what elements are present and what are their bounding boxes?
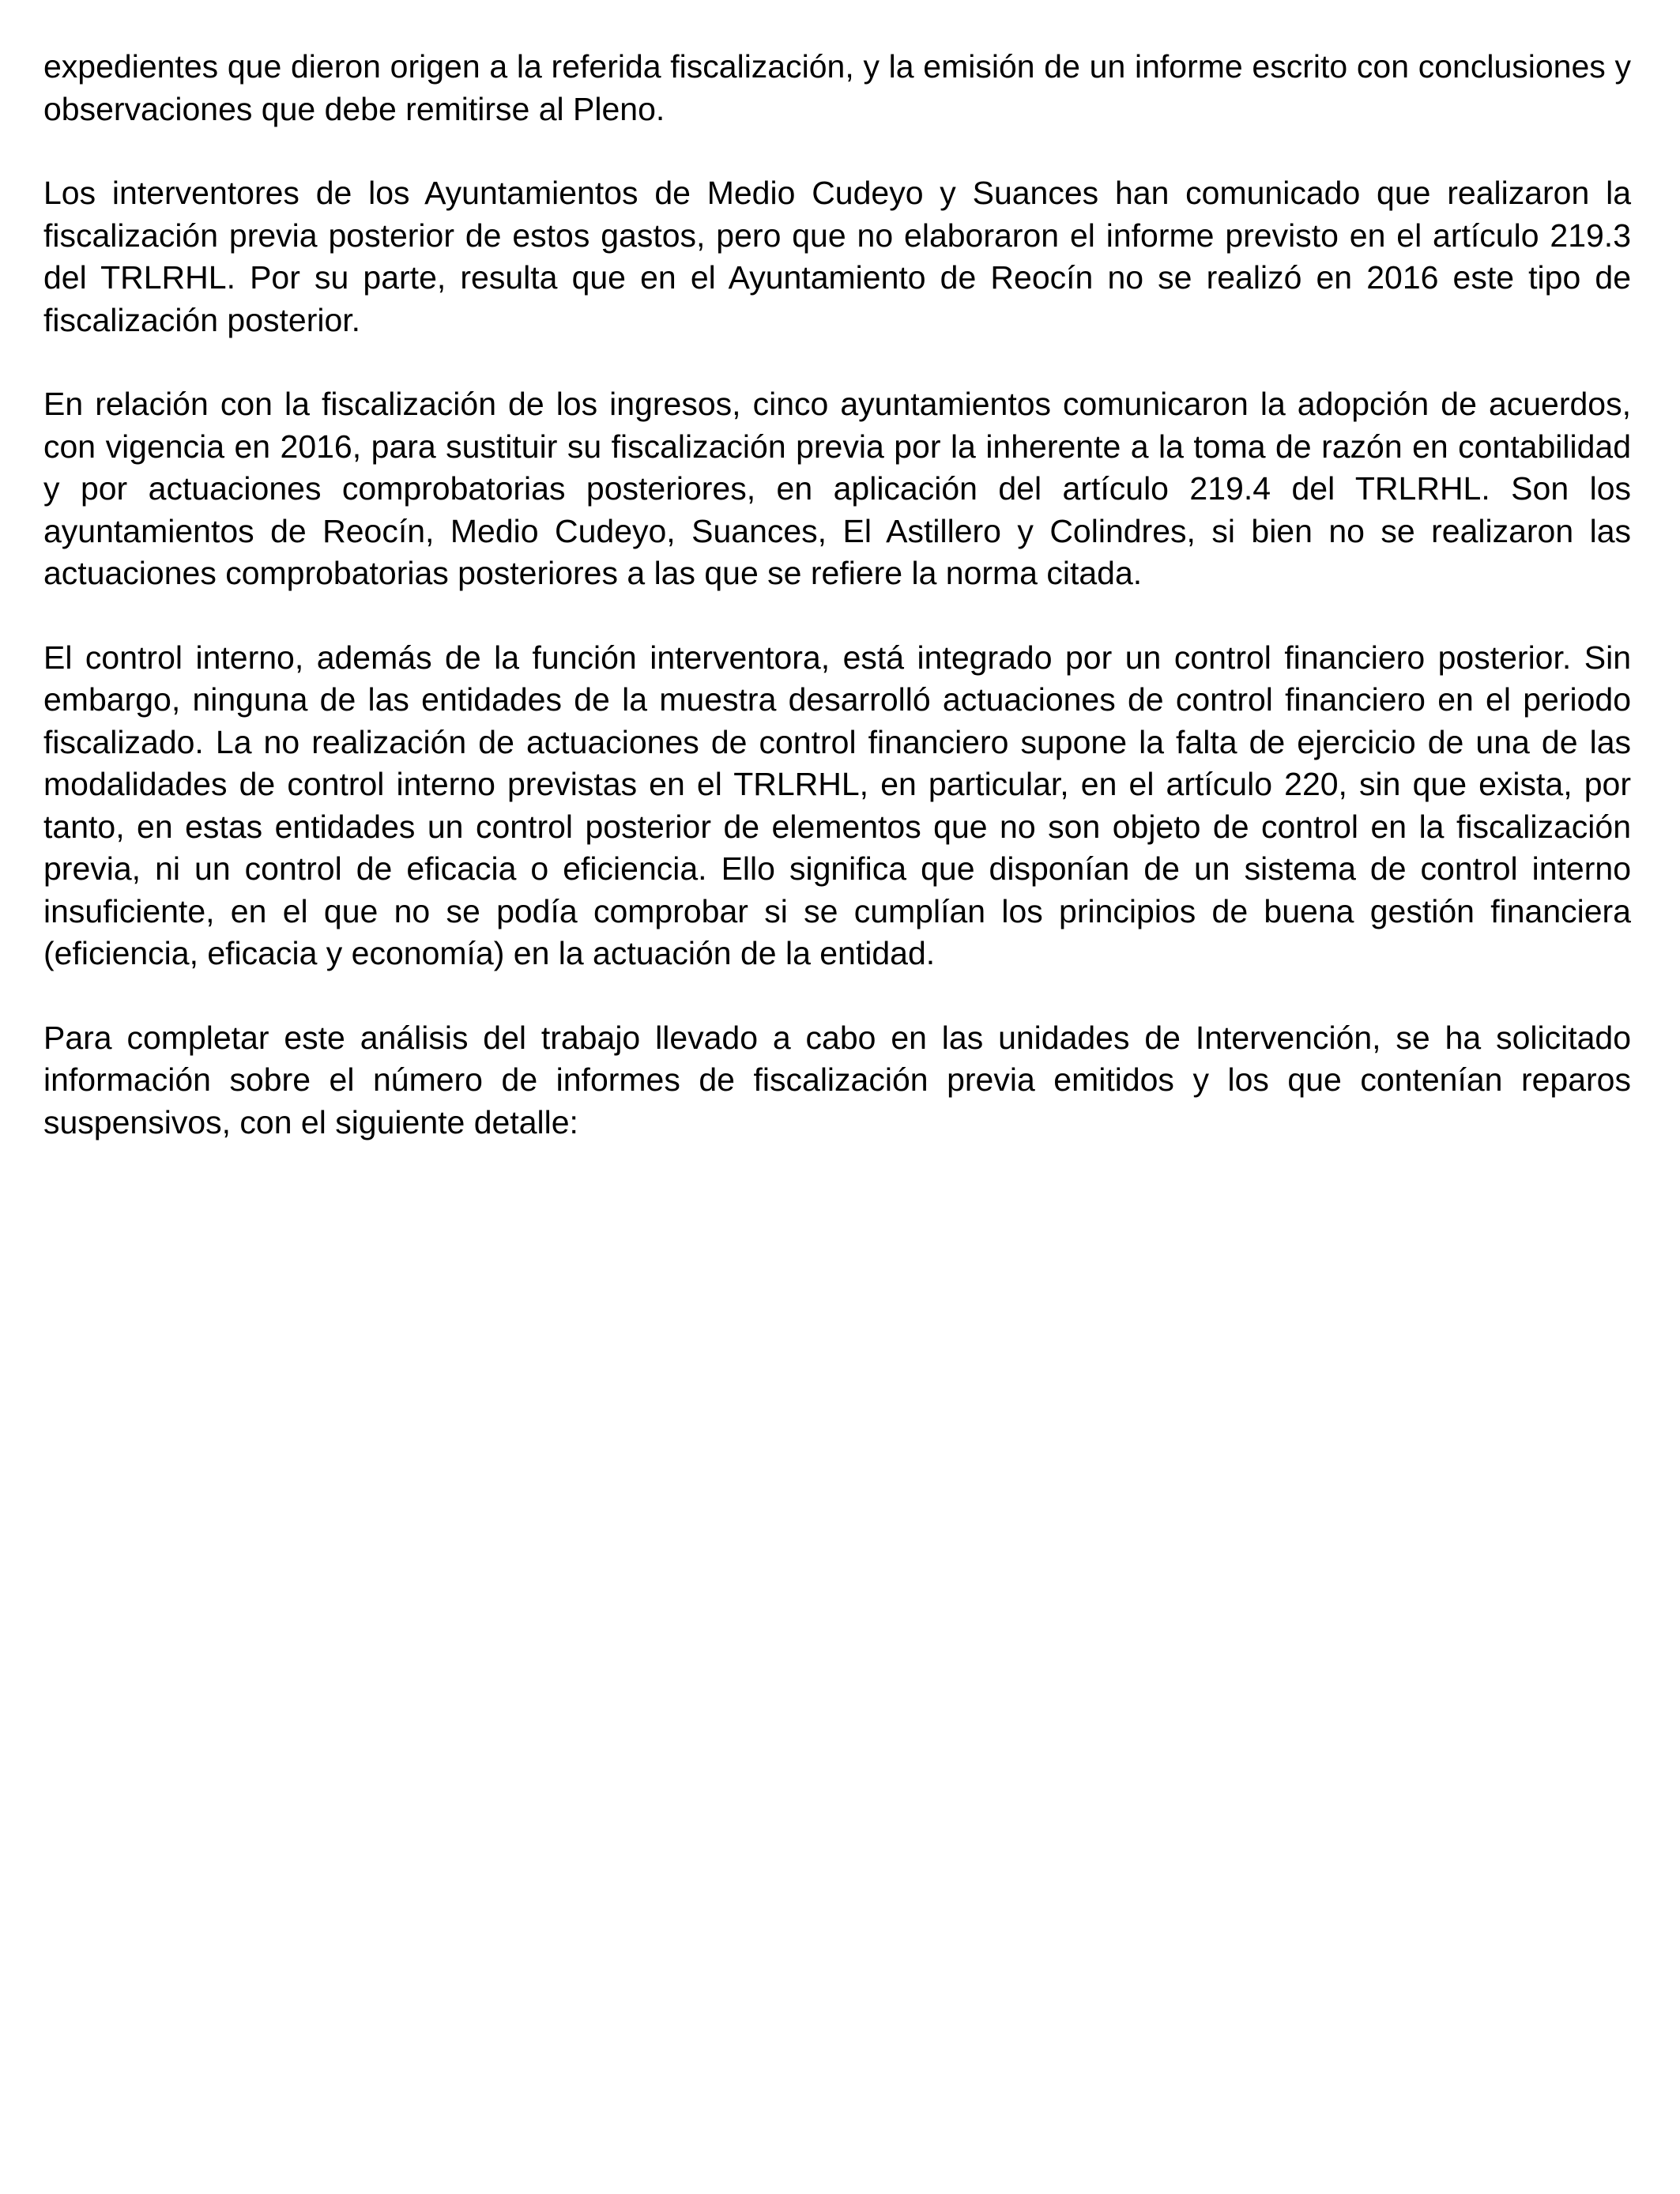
paragraph-3: En relación con la fiscalización de los ingresos, cinco ayuntamientos comunicaron la adopción de acuerdos, con vigencia en 2016, para sustituir su fiscalización previa por la inherente a la toma de razón en contabilidad y por actuaciones comprobatorias posteriores, en aplicación del artículo 219.4 del TRLRHL. Son los ayuntamientos de Reocín, Medio Cudeyo, Suances, El Astillero y Colindres, si bien no se realizaron las actuaciones comprobatorias posteriores a las que se refiere la norma citada. — [43, 386, 1631, 591]
paragraph-2: Los interventores de los Ayuntamientos de Medio Cudeyo y Suances han comunicado que realizaron la fiscalización previa posterior de estos gastos, pero que no elaboraron el informe previsto en el artículo 219.3 del TRLRHL. Por su parte, resulta que en el Ayuntamiento de Reocín no se realizó en 2016 este tipo de fiscalización posterior. — [43, 175, 1631, 338]
paragraph-5: Para completar este análisis del trabajo llevado a cabo en las unidades de Intervención, se ha solicitado información sobre el número de informes de fiscalización previa emitidos y los que contenían reparos suspensivos, con el siguiente detalle: — [43, 1019, 1631, 1140]
paragraph-1: expedientes que dieron origen a la referida fiscalización, y la emisión de un informe escrito con conclusiones y observaciones que debe remitirse al Pleno. — [43, 48, 1631, 127]
document-page — [43, 46, 1631, 1186]
paragraph-4: El control interno, además de la función interventora, está integrado por un control financiero posterior. Sin embargo, ninguna de las entidades de la muestra desarrolló actuaciones de control financiero en el periodo fiscalizado. La no realización de actuaciones de control financiero supone la falta de ejercicio de una de las modalidades de control interno previstas en el TRLRHL, en particular, en el artículo 220, sin que exista, por tanto, en estas entidades un control posterior de elementos que no son objeto de control en la fiscalización previa, ni un control de eficacia o eficiencia. Ello significa que disponían de un sistema de control interno insuficiente, en el que no se podía comprobar si se cumplían los principios de buena gestión financiera (eficiencia, eficacia y economía) en la actuación de la entidad. — [43, 639, 1631, 971]
